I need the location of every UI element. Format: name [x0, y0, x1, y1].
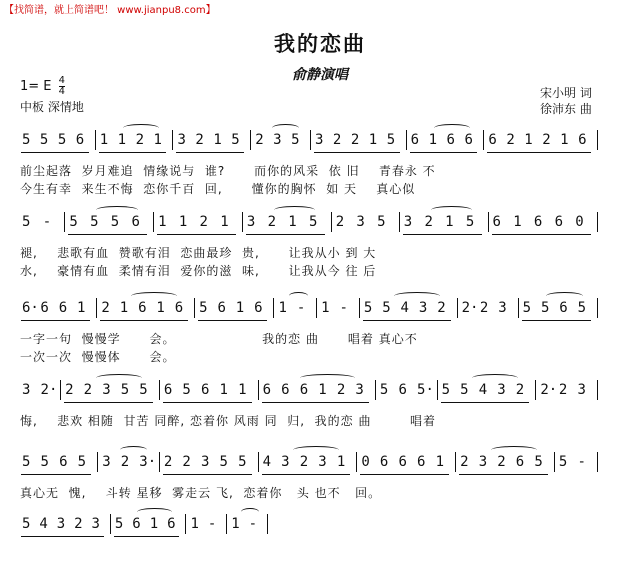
- note: 6: [515, 454, 525, 470]
- note: 5: [69, 214, 78, 230]
- note: -: [42, 214, 52, 230]
- note: 5: [199, 300, 208, 316]
- time-numerator: 4: [58, 75, 66, 86]
- notes-row: [0, 214, 640, 234]
- note: 6: [200, 382, 210, 398]
- note: 3: [577, 382, 586, 398]
- bar-line: [406, 130, 407, 150]
- slur: [96, 206, 137, 214]
- note: 1: [288, 214, 297, 230]
- bar-line: [437, 380, 438, 400]
- beam-underline: [68, 234, 147, 235]
- beam-underline: [64, 402, 153, 403]
- slur: [123, 124, 159, 132]
- note: 6: [554, 214, 564, 230]
- note: 1: [235, 300, 245, 316]
- note: 1: [278, 300, 287, 316]
- bar-line: [273, 298, 274, 318]
- note: 6: [410, 132, 420, 148]
- note: 5: [22, 214, 31, 230]
- score-line: [0, 300, 640, 364]
- note: -: [339, 300, 348, 316]
- note: 5: [386, 132, 396, 148]
- note: 6: [217, 300, 226, 316]
- note: 1: [231, 516, 240, 532]
- note: 2: [515, 382, 525, 398]
- note: 3: [177, 132, 186, 148]
- note: 5: [465, 214, 475, 230]
- lyric-line: 水, 豪情有血 柔情有泪 爱你的滋 味, 让我从今 往 后: [20, 264, 377, 278]
- note: 6: [174, 300, 184, 316]
- bar-line: [172, 130, 173, 150]
- note: 3: [281, 454, 290, 470]
- beam-underline: [21, 474, 91, 475]
- note: 1: [513, 214, 522, 230]
- slur: [546, 292, 583, 300]
- note: 1: [149, 516, 159, 532]
- time-signature: [59, 76, 65, 97]
- note: 5: [522, 300, 532, 316]
- note: 1: [156, 300, 165, 316]
- slur: [137, 508, 172, 516]
- note: 1: [428, 132, 438, 148]
- bar-line: [242, 212, 243, 232]
- note: 6: [75, 132, 85, 148]
- note: 3: [356, 214, 365, 230]
- note: 5: [77, 454, 87, 470]
- note: 1: [445, 214, 454, 230]
- note: 5: [577, 300, 587, 316]
- beam-underline: [21, 536, 104, 537]
- note: 2: [332, 132, 342, 148]
- note: 2: [542, 132, 551, 148]
- beam-underline: [492, 234, 591, 235]
- beam-underline: [459, 474, 548, 475]
- note: 4: [478, 382, 488, 398]
- notes-row: [0, 516, 640, 536]
- slur: [96, 374, 142, 382]
- note: 2: [299, 454, 309, 470]
- beam-underline: [246, 234, 325, 235]
- note: 5: [219, 454, 228, 470]
- note: 1: [321, 300, 330, 316]
- note: 3: [22, 382, 31, 398]
- note: 2: [460, 454, 469, 470]
- notes-row: [0, 132, 640, 152]
- note: 2: [182, 454, 191, 470]
- bar-line: [267, 514, 268, 534]
- note: 0: [361, 454, 370, 470]
- note: 2: [424, 214, 433, 230]
- bar-line: [60, 380, 61, 400]
- note: 2: [163, 454, 173, 470]
- beam-underline: [157, 234, 236, 235]
- note: 1: [117, 132, 127, 148]
- bar-line: [310, 130, 311, 150]
- note: 2: [135, 132, 145, 148]
- note: 5: [110, 214, 120, 230]
- note: 2: [336, 382, 346, 398]
- note: 5: [39, 132, 49, 148]
- slur: [472, 374, 518, 382]
- note: 5: [238, 454, 247, 470]
- score-line: [0, 516, 640, 536]
- note: 5: [22, 516, 31, 532]
- note: 3: [315, 132, 324, 148]
- note: 5: [22, 132, 31, 148]
- note: 1: [158, 214, 167, 230]
- note: 2·: [40, 382, 58, 398]
- bar-line: [597, 298, 598, 318]
- bar-line: [356, 452, 357, 472]
- key-signature: [20, 76, 65, 97]
- note: 2: [558, 382, 568, 398]
- note: 2·: [461, 300, 479, 316]
- lyric-line: 今生有幸 来生不悔 恋你千百 回, 懂你的胸怀 如 天 真心似: [20, 182, 416, 196]
- beam-underline: [360, 474, 449, 475]
- slur: [272, 124, 299, 132]
- beam-underline: [522, 320, 591, 321]
- note: 1: [190, 516, 199, 532]
- slur: [120, 446, 148, 454]
- note: 5: [309, 214, 318, 230]
- note: 1: [560, 132, 569, 148]
- bar-line: [597, 452, 598, 472]
- beam-underline: [21, 152, 89, 153]
- note: 5: [540, 300, 550, 316]
- note: 2: [195, 132, 204, 148]
- bar-line: [95, 130, 96, 150]
- score-line: [0, 382, 640, 428]
- time-denominator: 4: [58, 86, 66, 97]
- note: 2: [199, 214, 208, 230]
- note: 1: [336, 454, 346, 470]
- bar-line: [597, 130, 598, 150]
- key-label: 1= E: [20, 79, 52, 94]
- bar-line: [185, 514, 186, 534]
- score-line: [0, 132, 640, 196]
- note: 6: [533, 214, 543, 230]
- bar-line: [159, 380, 160, 400]
- note: 3·: [139, 454, 157, 470]
- note: 6: [254, 300, 263, 316]
- note: 6: [40, 300, 49, 316]
- lyric-line: 前尘起落 岁月难追 情缘说与 谁? 而你的风采 依 旧 青春永 不: [20, 164, 436, 178]
- slur: [434, 124, 470, 132]
- bar-line: [159, 452, 160, 472]
- note: 6: [488, 132, 497, 148]
- beam-underline: [176, 152, 244, 153]
- note: 3: [355, 382, 364, 398]
- beam-underline: [114, 536, 180, 537]
- note: 4: [262, 454, 272, 470]
- note: 6: [578, 132, 587, 148]
- bar-line: [554, 452, 555, 472]
- composer-credit: 徐沛东 曲: [540, 102, 592, 116]
- note: 6: [464, 132, 473, 148]
- bar-line: [97, 452, 98, 472]
- note: 6: [59, 454, 68, 470]
- note: 2: [479, 300, 489, 316]
- note: 5: [182, 382, 191, 398]
- note: 6: [417, 454, 426, 470]
- beam-underline: [163, 474, 252, 475]
- lyric-line: 悔, 悲欢 相随 甘苦 同醉, 恋着你 风雨 同 归, 我的恋 曲 唱着: [20, 414, 436, 428]
- bar-line: [194, 298, 195, 318]
- note: 6·: [22, 300, 39, 316]
- note: 5: [120, 382, 130, 398]
- note: 5: [139, 382, 148, 398]
- note: 6: [492, 214, 501, 230]
- note: 2: [101, 300, 110, 316]
- note: 2: [335, 214, 345, 230]
- note: 1: [318, 382, 327, 398]
- slur: [300, 374, 356, 382]
- note: 3: [56, 516, 66, 532]
- beam-underline: [198, 320, 267, 321]
- note: 5: [90, 214, 99, 230]
- note: 5: [441, 382, 451, 398]
- note: 5: [57, 132, 67, 148]
- beam-underline: [262, 402, 369, 403]
- bar-line: [455, 452, 456, 472]
- lyric-line: 一次一次 慢慢体 会。: [20, 350, 176, 364]
- slur: [431, 206, 472, 214]
- slur: [394, 292, 440, 300]
- beam-underline: [410, 152, 478, 153]
- note: 1: [77, 300, 86, 316]
- note: 3: [478, 454, 488, 470]
- slur: [131, 292, 177, 300]
- bar-line: [488, 212, 489, 232]
- note: 6: [262, 382, 272, 398]
- note: 6: [446, 132, 455, 148]
- note: 6: [58, 300, 68, 316]
- note: 6: [167, 516, 176, 532]
- note: 6: [163, 382, 173, 398]
- note: 5: [460, 382, 469, 398]
- note: 2: [255, 132, 264, 148]
- lyric-line: 一字一句 慢慢学 会。 我的恋 曲 唱着 真心不: [20, 332, 418, 346]
- lyric-line: 真心无 愧, 斗转 星移 雾走云 飞, 恋着你 头 也不 回。: [20, 486, 382, 500]
- lyricist-credit: 宋小明 词: [540, 86, 592, 100]
- note: 4: [39, 516, 48, 532]
- note: 1: [99, 132, 109, 148]
- note: 1: [524, 132, 533, 148]
- note: -: [577, 454, 586, 470]
- note: 6: [132, 516, 141, 532]
- site-link[interactable]: 【找简谱，就上简谱吧！ www.jianpu8.com】: [4, 5, 216, 16]
- note: 3: [497, 382, 506, 398]
- note: 5: [382, 300, 391, 316]
- bar-line: [597, 380, 598, 400]
- note: 5·: [417, 382, 434, 398]
- note: 6: [379, 454, 389, 470]
- beam-underline: [403, 234, 482, 235]
- note: 1: [213, 132, 222, 148]
- note: 6: [281, 382, 290, 398]
- note: 5: [291, 132, 300, 148]
- note: 2·: [540, 382, 558, 398]
- bar-line: [518, 298, 519, 318]
- note: 1: [220, 214, 229, 230]
- note: 1: [238, 382, 247, 398]
- slur: [293, 446, 339, 454]
- note: 1: [178, 214, 188, 230]
- note: 4: [400, 300, 409, 316]
- note: 1: [153, 132, 162, 148]
- bar-line: [316, 298, 317, 318]
- bar-line: [258, 380, 259, 400]
- beam-underline: [262, 474, 351, 475]
- bar-line: [399, 212, 400, 232]
- bar-line: [457, 298, 458, 318]
- note: -: [207, 516, 217, 532]
- note: 5: [363, 300, 373, 316]
- note: 3: [102, 454, 111, 470]
- slur: [491, 446, 537, 454]
- bar-line: [258, 452, 259, 472]
- note: 2: [74, 516, 83, 532]
- note: 1: [219, 382, 228, 398]
- note: 6: [131, 214, 140, 230]
- bar-line: [96, 298, 97, 318]
- beam-underline: [363, 320, 451, 321]
- beam-underline: [21, 320, 90, 321]
- bar-line: [226, 514, 227, 534]
- note: 6: [559, 300, 568, 316]
- note: 2: [437, 300, 446, 316]
- score-line: [0, 454, 640, 500]
- note: 5: [22, 454, 31, 470]
- note: 3: [102, 382, 111, 398]
- note: 5: [114, 516, 124, 532]
- bar-line: [153, 212, 154, 232]
- note: 6: [138, 300, 147, 316]
- beam-underline: [100, 320, 188, 321]
- notes-row: [0, 300, 640, 320]
- bar-line: [250, 130, 251, 150]
- note: 2: [120, 454, 130, 470]
- notes-row: [0, 382, 640, 402]
- bar-line: [375, 380, 376, 400]
- bar-line: [483, 130, 484, 150]
- note: 3: [403, 214, 413, 230]
- note: 3: [91, 516, 100, 532]
- score-line: [0, 214, 640, 278]
- note: 1: [119, 300, 129, 316]
- note: 3: [418, 300, 428, 316]
- note: 2: [267, 214, 277, 230]
- song-title: 我的恋曲: [274, 32, 366, 56]
- note: -: [248, 516, 258, 532]
- note: 5: [379, 382, 389, 398]
- note: 1: [435, 454, 445, 470]
- note: 6: [398, 382, 407, 398]
- beam-underline: [99, 152, 167, 153]
- note: 2: [83, 382, 93, 398]
- beam-underline: [441, 402, 530, 403]
- note: 5: [231, 132, 240, 148]
- lyric-line: 褪, 悲歌有血 赞歌有泪 恋曲最珍 贵, 让我从小 到 大: [20, 246, 377, 260]
- note: 5: [40, 454, 49, 470]
- note: -: [296, 300, 306, 316]
- tempo-marking: 中板 深情地: [20, 100, 84, 114]
- note: 2: [65, 382, 74, 398]
- note: 3: [318, 454, 327, 470]
- note: 3: [273, 132, 282, 148]
- beam-underline: [487, 152, 591, 153]
- note: 5: [558, 454, 568, 470]
- slur: [274, 206, 315, 214]
- note: 2: [506, 132, 515, 148]
- note: 5: [377, 214, 386, 230]
- note: 3: [246, 214, 256, 230]
- bar-line: [110, 514, 111, 534]
- slur: [241, 508, 258, 516]
- notes-row: [0, 454, 640, 474]
- note: 2: [350, 132, 360, 148]
- note: 6: [299, 382, 309, 398]
- note: 2: [497, 454, 506, 470]
- bar-line: [535, 380, 536, 400]
- note: 0: [575, 214, 584, 230]
- beam-underline: [314, 152, 400, 153]
- bar-line: [64, 212, 65, 232]
- note: 3: [200, 454, 210, 470]
- note: 6: [398, 454, 407, 470]
- note: 3: [498, 300, 507, 316]
- bar-line: [331, 212, 332, 232]
- singer-credit: 俞静演唱: [292, 67, 348, 83]
- bar-line: [359, 298, 360, 318]
- note: 1: [368, 132, 378, 148]
- beam-underline: [163, 402, 252, 403]
- slur: [289, 292, 307, 300]
- note: 5: [534, 454, 543, 470]
- bar-line: [597, 212, 598, 232]
